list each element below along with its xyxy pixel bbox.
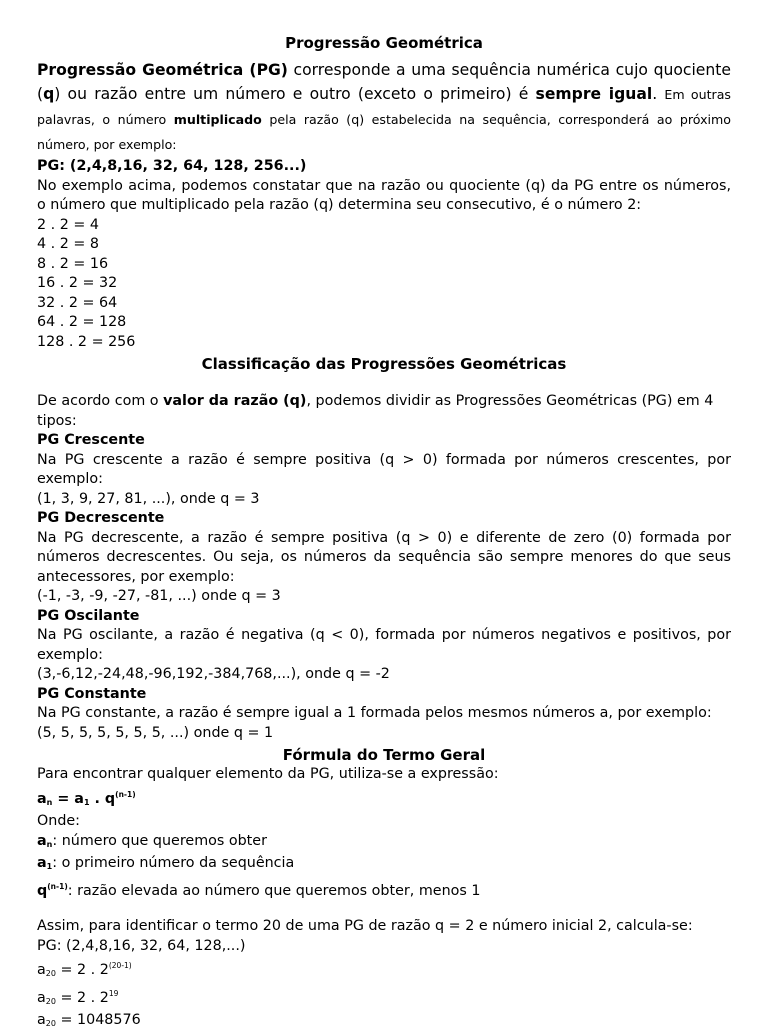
calc-result: = 1048576 [55,1012,141,1028]
formula-a1-subscript: 1 [83,797,90,807]
intro-term: Progressão Geométrica (PG) [37,61,288,79]
calc-a-symbol: a [37,989,46,1006]
classification-intro-bold: valor da razão (q) [163,393,307,409]
def-q-symbol: q [37,882,48,899]
calc-a-subscript: 20 [45,996,56,1006]
multiplication-line: 32 . 2 = 64 [37,294,118,311]
formula-intro: Para encontrar qualquer elemento da PG, utiliza-se a expressão: [37,766,499,782]
calc-line-2 [37,984,731,1012]
type-description-decrescente: Na PG decrescente, a razão é sempre positiva (q > 0) e diferente de zero (0) formada por números decrescentes. Ou seja, os números da sequência são sempre menores do que seus antecessores, por exemplo: [37,529,731,585]
multiplication-line: 64 . 2 = 128 [37,314,127,330]
example-pg: PG: (2,4,8,16, 32, 64, 128,...) [37,937,246,954]
def-an-subscript: n [46,839,53,849]
intro-text-3: . [652,85,665,103]
intro-paragraph [37,58,731,157]
def-a1-symbol: a [37,855,47,871]
type-description-oscilante: Na PG oscilante, a razão é negativa (q < 0), formada por números negativos e positivos, por exemplo: [37,627,731,663]
section-heading-classification: Classificação das Progressões Geométricas [201,355,567,373]
calc-a-symbol: a [37,1012,46,1028]
classification-intro [37,392,731,431]
intro-q: q [43,85,55,103]
formula-equals: = [52,790,75,807]
classification-intro-text-2: , podemos dividir as Progressões Geométricas (PG) em 4 tipos: [37,393,714,429]
calc-line-3 [37,1011,731,1034]
type-heading-oscilante: PG Oscilante [37,607,140,624]
calc-line-2-exponent: 19 [108,988,119,998]
pg-example: PG: (2,4,8,16, 32, 64, 128, 256...) [37,158,307,174]
example-intro: Assim, para identificar o termo 20 de uma PG de razão q = 2 e número inicial 2, calcula-se: [37,918,693,934]
definition-an [37,832,731,855]
def-an-symbol: a [37,832,47,849]
intro-small-bold: multiplicado [173,112,262,127]
type-example-decrescente: (-1, -3, -9, -27, -81, ...) onde q = 3 [37,588,281,604]
intro-text-1: corresponde a uma sequência numérica cujo quociente ( [37,61,731,103]
classification-intro-text-1: De acordo com o [37,393,164,409]
def-a1-subscript: 1 [46,862,53,871]
document-page [37,33,731,1034]
type-heading-crescente: PG Crescente [37,432,145,448]
type-heading-decrescente: PG Decrescente [37,510,165,526]
calc-a-subscript: 20 [45,1019,56,1028]
definition-a1 [37,854,731,877]
section-heading-formula: Fórmula do Termo Geral [282,746,486,764]
page-title: Progressão Geométrica [285,34,483,52]
type-heading-constante: PG Constante [37,685,147,702]
intro-text-2: ) ou razão entre um número e outro (exceto o primeiro) é [54,85,536,103]
formula-a1-symbol: a [74,790,84,807]
calc-line-2-rhs: = 2 . 2 [55,989,109,1006]
general-term-formula [37,785,731,813]
formula-an-subscript: n [46,797,53,807]
onde-label: Onde: [37,813,81,829]
multiplication-line: 128 . 2 = 256 [37,333,136,350]
multiplication-line: 8 . 2 = 16 [37,255,109,272]
intro-sempre-igual: sempre igual [535,85,653,103]
type-description-constante: Na PG constante, a razão é sempre igual a 1 formada pelos mesmos números a, por exemplo: [37,705,712,721]
intro-small-text-2: pela razão (q) estabelecida na sequência, corresponderá ao próximo número, por exemplo: [37,112,732,152]
formula-dot: . [89,790,105,807]
multiplication-line: 16 . 2 = 32 [37,275,118,291]
type-description-crescente: Na PG crescente a razão é sempre positiva (q > 0) formada por números crescentes, por exemplo: [37,451,731,487]
formula-q-symbol: q [104,790,116,807]
intro-small-text-1: Em outras palavras, o número [37,87,731,127]
definition-q [37,877,731,902]
def-an-text: : número que queremos obter [52,832,267,849]
calc-a-symbol: a [37,962,46,978]
type-example-crescente: (1, 3, 9, 27, 81, ...), onde q = 3 [37,490,260,507]
def-q-text: : razão elevada ao número que queremos obter, menos 1 [67,882,481,899]
formula-q-exponent: (n-1) [115,789,136,799]
multiplication-line: 4 . 2 = 8 [37,236,99,252]
type-example-oscilante: (3,-6,12,-24,48,-96,192,-384,768,...), onde q = -2 [37,666,390,682]
def-a1-text: : o primeiro número da sequência [52,855,295,871]
type-example-constante: (5, 5, 5, 5, 5, 5, 5, ...) onde q = 1 [37,724,274,741]
calc-line-1 [37,956,731,984]
calc-line-1-exponent: (20-1) [108,961,132,970]
calc-a-subscript: 20 [45,969,56,978]
def-q-exponent: (n-1) [47,881,68,891]
multiplication-line: 2 . 2 = 4 [37,216,99,233]
calc-line-1-rhs: = 2 . 2 [55,962,109,978]
explanation-paragraph: No exemplo acima, podemos constatar que na razão ou quociente (q) da PG entre os números, o número que multiplicado pela razão (q) determina seu consecutivo, é o número 2: [37,177,731,213]
formula-an-symbol: a [37,790,47,807]
